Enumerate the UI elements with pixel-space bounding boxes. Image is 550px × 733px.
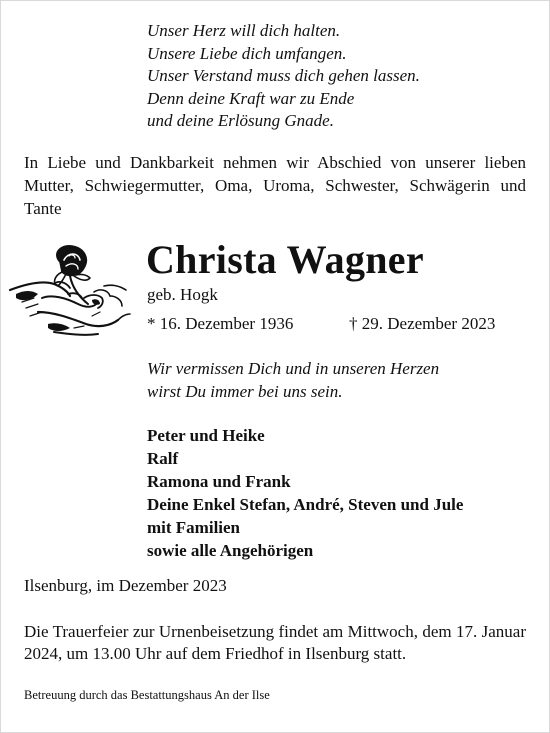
farewell-intro: In Liebe und Dankbarkeit nehmen wir Abschied von unserer lieben Mutter, Schwiegermutter, Oma, Uroma, Schwester, Schwägerin und Tante — [24, 153, 526, 218]
funeral-notice: Die Trauerfeier zur Urnenbeisetzung findet am Mittwoch, dem 17. Januar 2024, um 13.00 Uhr auf dem Friedhof in Ilsenburg statt. — [24, 622, 526, 663]
poem-line: Denn deine Kraft war zu Ende — [147, 88, 355, 108]
mourners-list — [147, 424, 463, 562]
poem-line: Unser Herz will dich halten. — [147, 21, 341, 40]
remembrance-quote — [147, 357, 439, 403]
poem-line: und deine Erlösung Gnade. — [147, 111, 334, 130]
place-and-date: Ilsenburg, im Dezember 2023 — [24, 576, 227, 595]
deceased-name: Christa Wagner — [146, 237, 424, 282]
mourner-entry: Deine Enkel Stefan, André, Steven und Jule — [147, 495, 464, 514]
mourner-entry: mit Familien — [147, 518, 241, 537]
poem-line: Unser Verstand muss dich gehen lassen. — [147, 66, 420, 85]
memorial-poem — [147, 20, 420, 133]
birth-name: geb. Hogk — [147, 285, 218, 304]
rose-in-hands-icon — [8, 240, 133, 345]
quote-line: wirst Du immer bei uns sein. — [147, 382, 343, 401]
mourner-entry: sowie alle Angehörigen — [147, 541, 314, 560]
mourner-entry: Ramona und Frank — [147, 472, 291, 491]
death-date: † 29. Dezember 2023 — [349, 314, 496, 333]
poem-line: Unsere Liebe dich umfangen. — [147, 43, 347, 63]
mourner-entry: Ralf — [147, 449, 179, 468]
undertaker-credit: Betreuung durch das Bestattungshaus An der Ilse — [24, 688, 270, 702]
birth-date: * 16. Dezember 1936 — [147, 314, 294, 333]
mourner-entry: Peter und Heike — [147, 426, 265, 445]
quote-line: Wir vermissen Dich und in unseren Herzen — [147, 359, 440, 378]
